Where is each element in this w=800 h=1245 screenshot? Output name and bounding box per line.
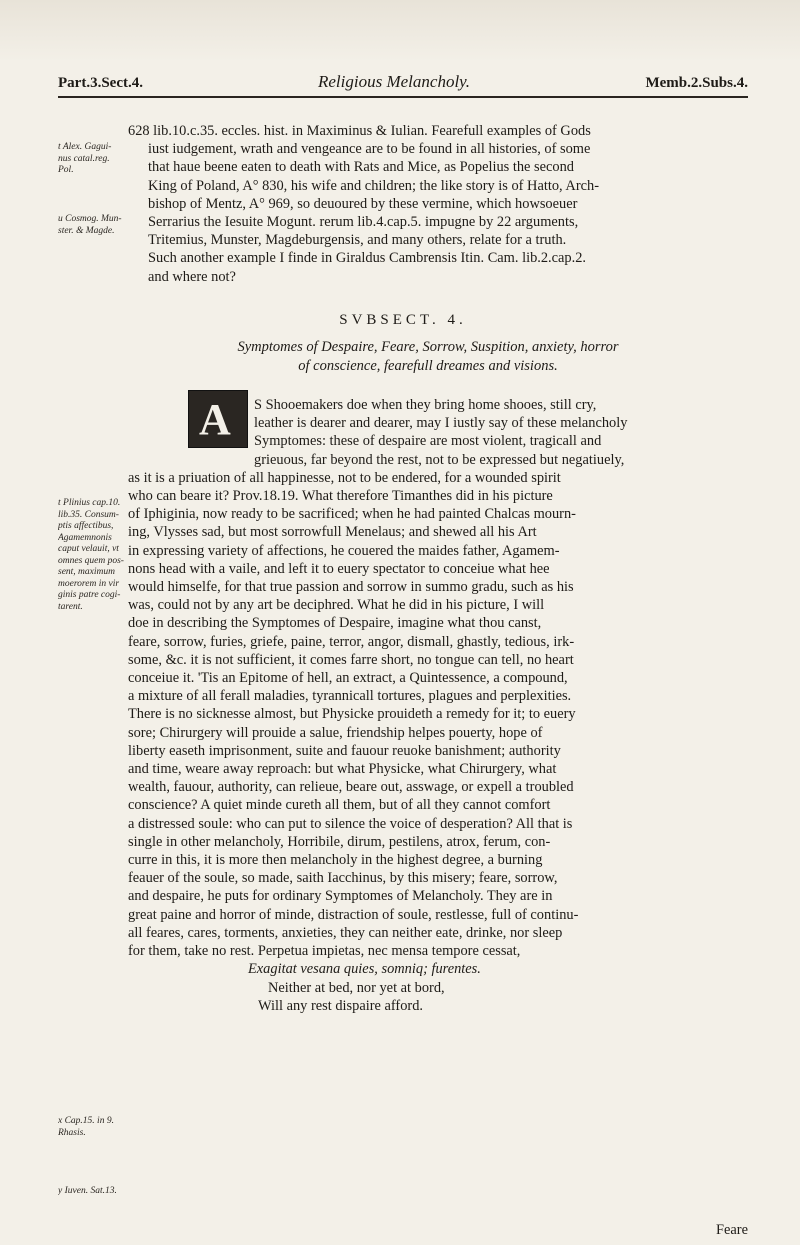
note-line: sent, maximum <box>58 567 115 577</box>
text-line: grieuous, far beyond the rest, not to be expressed but negatiuely, <box>254 451 625 468</box>
text-line: a distressed soule: who can put to silence the voice of desperation? All that is <box>128 815 573 832</box>
text-line: all feares, cares, torments, anxieties, they can neither eate, drinke, nor sleep <box>128 924 563 941</box>
running-head-title: Religious Melancholy. <box>318 72 471 91</box>
book-page <box>58 68 748 1238</box>
note-line: ptis affectibus, <box>58 521 114 531</box>
text-line: single in other melancholy, Horribile, dirum, pestilens, atrox, ferum, con- <box>128 833 551 850</box>
note-line: y Iuven. Sat.13. <box>58 1186 117 1196</box>
note-line: Agamemnonis <box>58 532 112 543</box>
subsection-title <box>148 338 708 376</box>
text-line: S Shooemakers doe when they bring home shooes, still cry, <box>254 397 597 413</box>
note-line: Pol. <box>58 165 74 175</box>
text-line: King of Poland, A° 830, his wife and children; the like story is of Hatto, Arch- <box>148 177 599 194</box>
text-line: leather is dearer and dearer, may I iustly say of these melancholy <box>254 415 628 432</box>
note-line: omnes quem pos- <box>58 555 124 566</box>
text-line: feauer of the soule, so made, saith Iacchinus, by this misery; feare, sorrow, <box>128 870 558 887</box>
note-line: ster. & Magde. <box>58 225 115 236</box>
note-line: nus catal.reg. <box>58 153 110 164</box>
note-line: ginis patre cogi- <box>58 590 121 600</box>
text-line: conscience? A quiet minde cureth all them, but of all they cannot comfort <box>128 797 551 814</box>
text-line: and time, weare away reproach: but what Physicke, what Chirurgery, what <box>128 761 557 778</box>
subsection-title-line: of conscience, fearefull dreames and visions. <box>298 358 558 374</box>
margin-note-plinius <box>58 498 126 613</box>
note-line: u Cosmog. Mun- <box>58 214 122 224</box>
paragraph-examples <box>128 122 738 286</box>
text-line: that haue beene eaten to death with Rats and Mice, as Popelius the second <box>148 159 574 176</box>
scan-top-margin <box>0 0 800 62</box>
text-line: doe in describing the Symptomes of Despaire, imagine what thou canst, <box>128 615 542 632</box>
text-line: Serrarius the Iesuite Mogunt. rerum lib.4.cap.5. impugne by 22 arguments, <box>148 214 579 231</box>
text-line: Tritemius, Munster, Magdeburgensis, and many others, relate for a truth. <box>148 232 567 249</box>
text-line: would himselfe, for that true passion and sorrow in summo gradu, such as his <box>128 579 574 596</box>
initial-letter: A <box>199 395 231 444</box>
catchword: Feare <box>716 1222 748 1238</box>
text-line: was, could not by any art be deciphred. What he did in his picture, I will <box>128 597 545 614</box>
paragraph-despaire <box>128 396 738 1015</box>
margin-note-gaguinus <box>58 142 126 177</box>
text-line: iust iudgement, wrath and vengeance are to be found in all histories, of some <box>148 141 591 158</box>
note-line: tarent. <box>58 601 83 612</box>
text-line: ing, Vlysses sad, but most sorrowfull Menelaus; and shewed all his Art <box>128 524 537 541</box>
verse-line: Neither at bed, nor yet at bord, <box>268 979 445 996</box>
note-line: t Alex. Gagui- <box>58 142 112 152</box>
note-line: caput velauit, vt <box>58 544 119 554</box>
text-line: Such another example I finde in Giraldus Cambrensis Itin. Cam. lib.2.cap.2. <box>148 250 587 267</box>
running-head <box>58 68 748 98</box>
text-line: some, &c. it is not sufficient, it comes farre short, no tongue can tell, no heart <box>128 651 574 668</box>
text-line: great paine and horror of minde, distraction of soule, restlesse, full of continu- <box>128 906 579 923</box>
margin-note-juvenal <box>58 1186 126 1198</box>
note-line: Rhasis. <box>58 1127 86 1138</box>
note-line: lib.35. Consum- <box>58 509 119 520</box>
text-line: as it is a priuation of all happinesse, not to be endered, for a wounded spirit <box>128 469 561 486</box>
text-line: liberty easeth imprisonment, suite and fauour reuoke banishment; authority <box>128 742 561 759</box>
text-line: curre in this, it is more then melancholy in the highest degree, a burning <box>128 852 543 869</box>
text-line: of Iphiginia, now ready to be sacrificed; when he had painted Chalcas mourn- <box>128 506 576 523</box>
text-line: nons head with a vaile, and left it to euery spectator to conceiue what hee <box>128 560 550 577</box>
text-line: conceiue it. 'Tis an Epitome of hell, an extract, a Quintessence, a compound, <box>128 670 568 687</box>
note-line: t Plinius cap.10. <box>58 498 121 508</box>
text-line: There is no sicknesse almost, but Physicke prouideth a remedy for it; to euery <box>128 706 576 723</box>
dropcap-lines <box>128 396 738 469</box>
text-line: in expressing variety of affections, he couered the maides father, Agamem- <box>128 542 560 559</box>
subsection-title-line: Symptomes of Despaire, Feare, Sorrow, Suspition, anxiety, horror <box>237 339 619 355</box>
running-head-right: Memb.2.Subs.4. <box>645 75 748 91</box>
verse-line: Exagitat vesana quies, somniq; furentes. <box>248 961 481 978</box>
text-line: sore; Chirurgery will prouide a salue, friendship helpes pouerty, hope of <box>128 724 543 741</box>
note-line: moerorem in vir <box>58 578 120 589</box>
text-line: and despaire, he puts for ordinary Symptomes of Melancholy. They are in <box>128 888 553 905</box>
text-line: Symptomes: these of despaire are most violent, tragicall and <box>254 433 602 450</box>
note-line: x Cap.15. in 9. <box>58 1116 114 1126</box>
text-line: for them, take no rest. Perpetua impietas, nec mensa tempore cessat, <box>128 943 521 960</box>
text-line: and where not? <box>148 268 236 285</box>
margin-note-rhasis <box>58 1116 126 1139</box>
verse-line: Will any rest dispaire afford. <box>258 997 423 1014</box>
text-line: bishop of Mentz, A° 969, so deuoured by these vermine, which howsoeuer <box>148 195 578 212</box>
text-line: feare, sorrow, furies, griefe, paine, terror, angor, dismall, ghastly, tedious, irk- <box>128 633 575 650</box>
text-line: 628 lib.10.c.35. eccles. hist. in Maximinus & Iulian. Fearefull examples of Gods <box>128 123 591 139</box>
subsection-label: SVBSECT. 4. <box>339 312 467 328</box>
running-head-left: Part.3.Sect.4. <box>58 75 143 91</box>
text-line: who can beare it? Prov.18.19. What therefore Timanthes did in his picture <box>128 488 553 505</box>
text-line: a mixture of all ferall maladies, tyrannicall tortures, plagues and perplexities. <box>128 688 572 705</box>
text-line: wealth, fauour, authority, can relieue, beare out, asswage, or expell a troubled <box>128 779 574 796</box>
margin-note-munster <box>58 214 126 237</box>
